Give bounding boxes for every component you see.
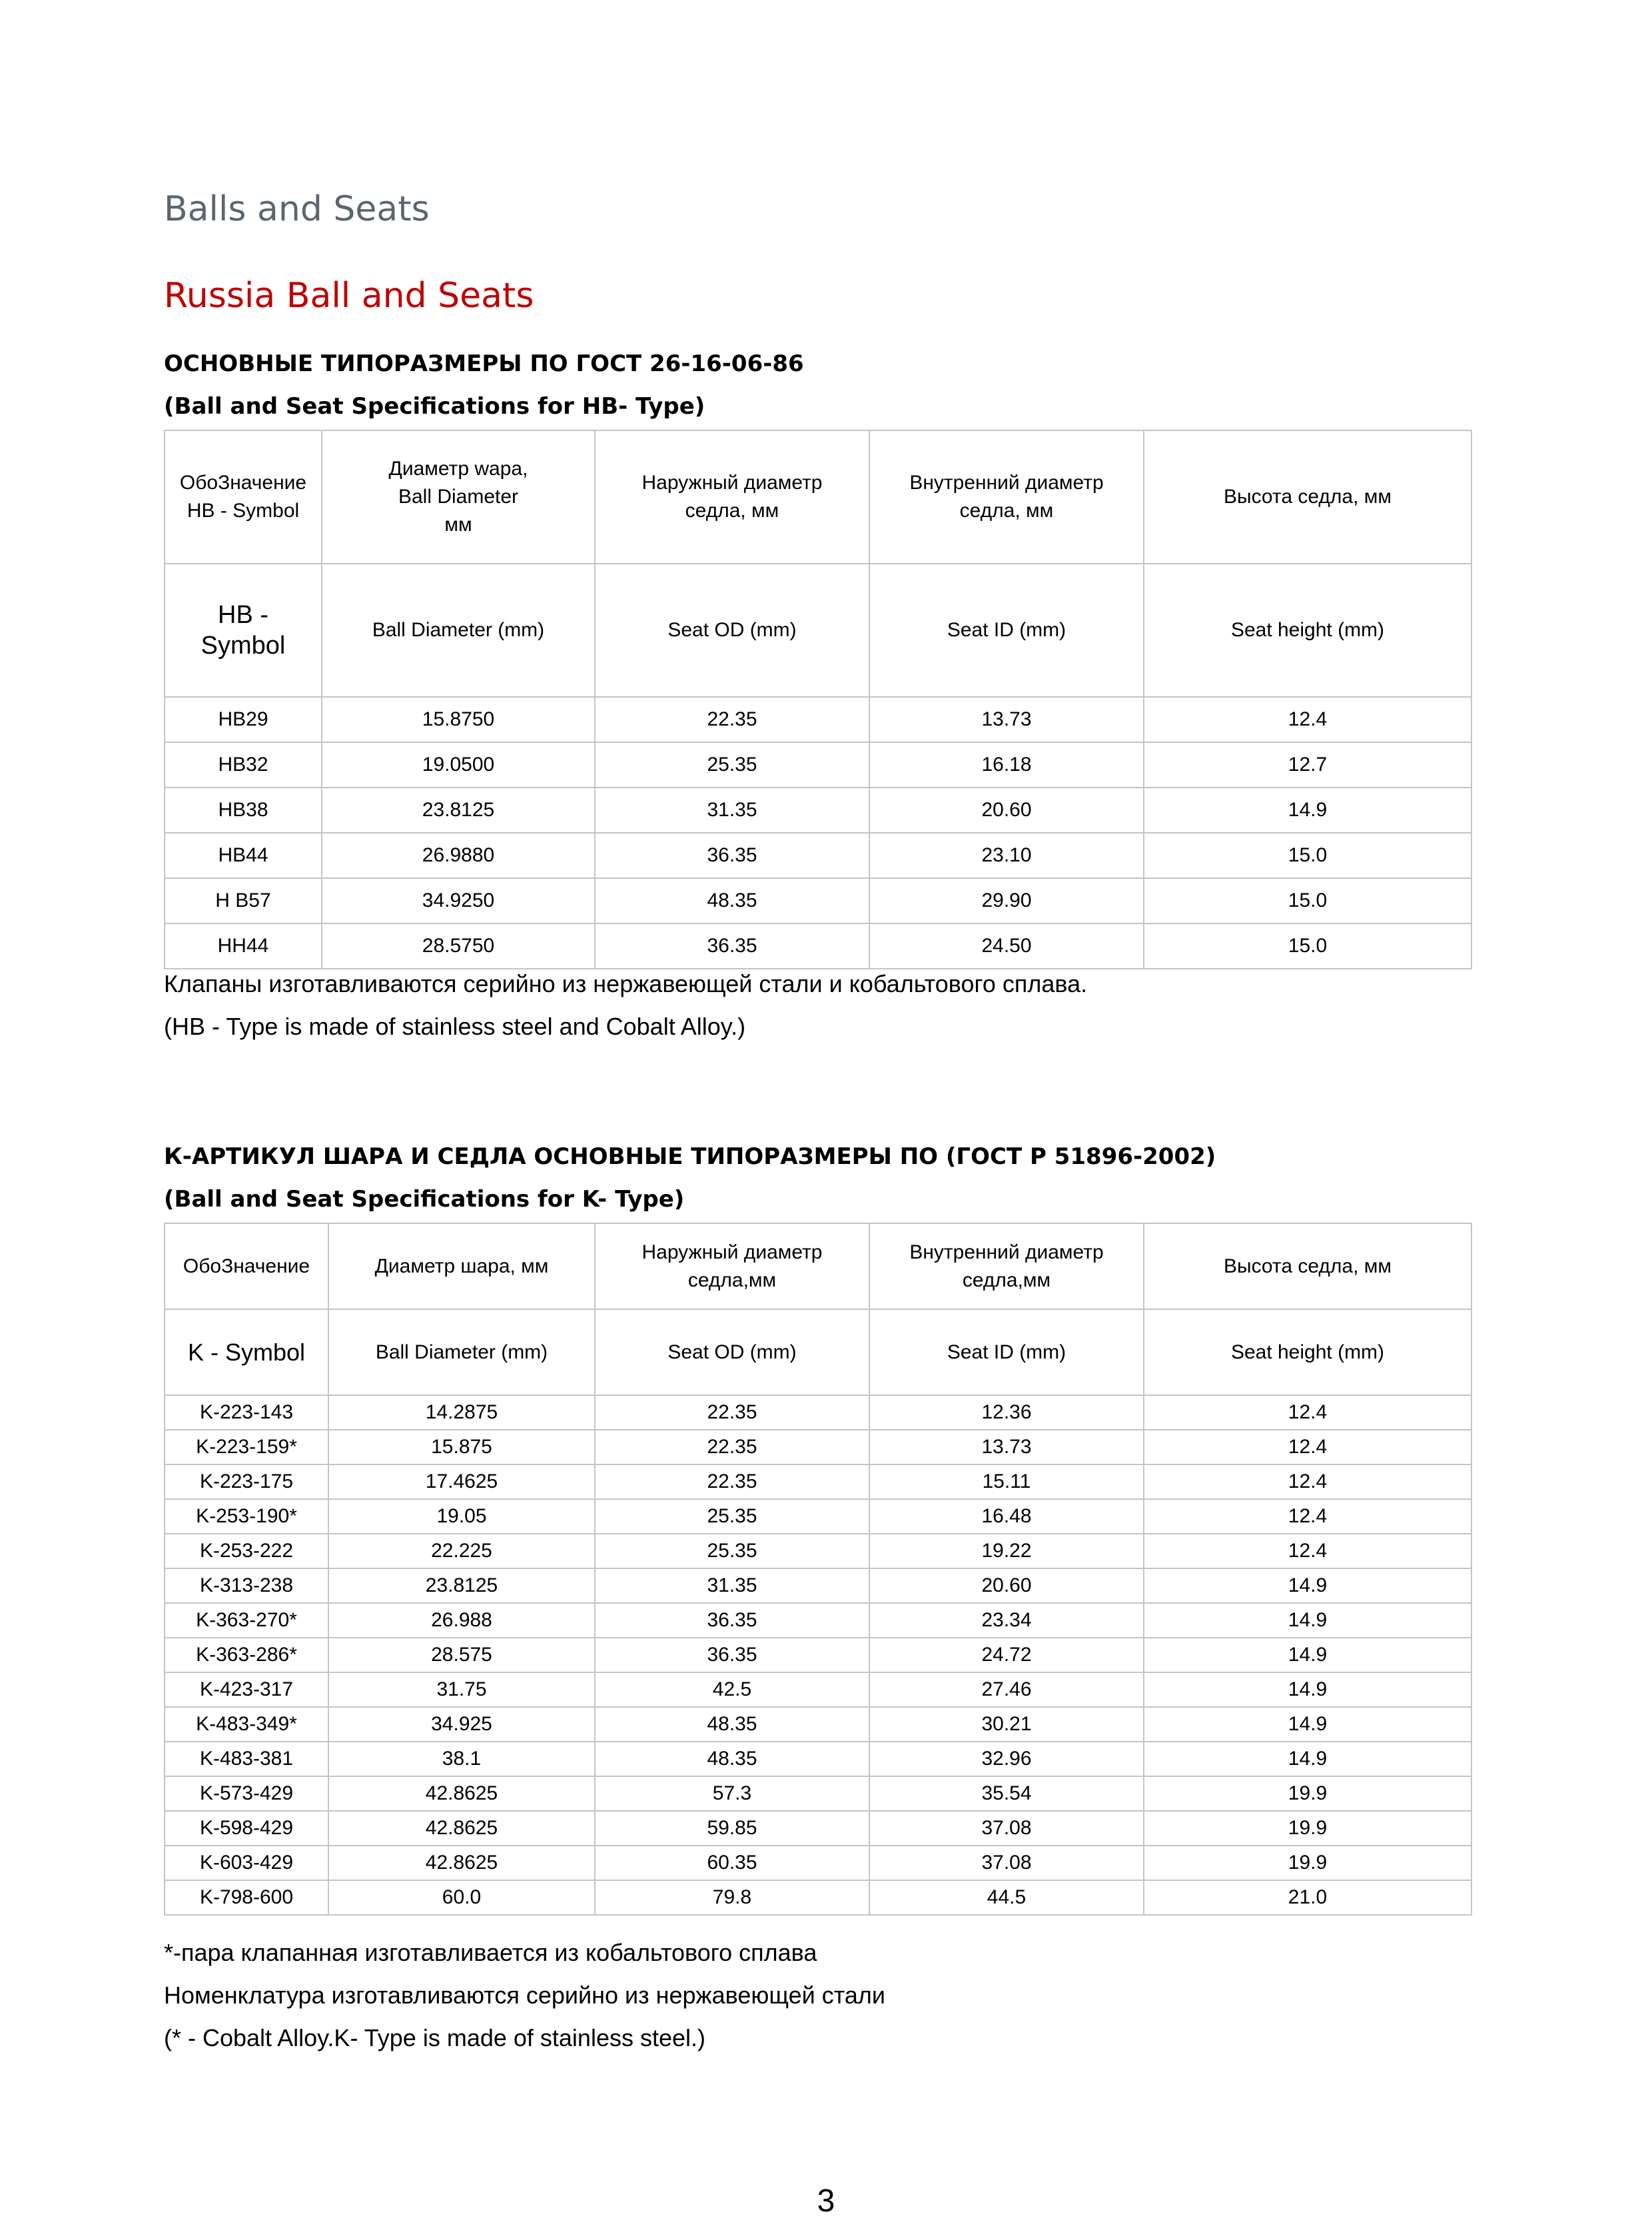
table-cell: K-363-270* [165,1603,328,1638]
table-cell: 12.36 [869,1395,1144,1430]
table-row [165,1430,1471,1464]
table-row [165,923,1471,969]
table-cell: 48.35 [595,1707,869,1742]
table-cell: 12.4 [1144,1395,1471,1430]
k-header-od-ru: Наружный диаметр седла,мм [595,1223,869,1309]
table-cell: 42.8625 [328,1846,595,1880]
table-cell: 12.4 [1144,1430,1471,1464]
table-row [165,1742,1471,1776]
table-cell: 14.9 [1144,1603,1471,1638]
hb-header-symbol-en: HB - Symbol [165,564,322,697]
hb-header-height-en: Seat height (mm) [1144,564,1471,697]
table-row [165,1534,1471,1568]
table-row [165,1880,1471,1915]
page-number: 3 [817,2183,835,2219]
table-cell: 23.8125 [328,1568,595,1603]
table-cell: 42.8625 [328,1776,595,1811]
hb-header-row-en [165,564,1471,697]
table-cell: 12.4 [1144,1499,1471,1534]
hb-header-symbol-ru: ОбоЗначение HB - Symbol [165,430,322,564]
table-cell: 21.0 [1144,1880,1471,1915]
table-cell: 37.08 [869,1846,1144,1880]
table-cell: 15.0 [1144,833,1471,878]
table-cell: K-483-349* [165,1707,328,1742]
table-cell: 14.2875 [328,1395,595,1430]
table-row [165,788,1471,833]
k-header-ball-ru: Диаметр шара, мм [328,1223,595,1309]
table-row [165,1707,1471,1742]
table-cell: 27.46 [869,1672,1144,1707]
hb-header-ball-en: Ball Diameter (mm) [322,564,595,697]
hb-spec-table [164,430,1472,969]
table-cell: 20.60 [869,1568,1144,1603]
table-cell: 22.35 [595,1395,869,1430]
table-row [165,1846,1471,1880]
table-cell: 22.35 [595,1430,869,1464]
table-cell: 26.988 [328,1603,595,1638]
subtitle: Russia Ball and Seats [164,276,534,316]
k-header-row-en [165,1309,1471,1395]
table-cell: 29.90 [869,878,1144,923]
table-cell: 22.225 [328,1534,595,1568]
hb-header-row-ru [165,430,1471,564]
table-row [165,878,1471,923]
k-note-ru-1: *-пара клапанная изготавливается из кобальтового сплава [164,1939,817,1966]
table-row [165,1776,1471,1811]
table-cell: 59.85 [595,1811,869,1846]
table-cell: K-253-190* [165,1499,328,1534]
table-row [165,1638,1471,1672]
k-spec-table [164,1223,1472,1916]
table-cell: K-598-429 [165,1811,328,1846]
table-cell: HB29 [165,697,322,742]
table-cell: 37.08 [869,1811,1144,1846]
k-heading-en: (Ball and Seat Specifications for K- Type) [164,1186,685,1213]
table-cell: 15.0 [1144,878,1471,923]
table-row [165,697,1471,742]
table-cell: 60.0 [328,1880,595,1915]
hb-header-od-ru: Наружный диаметр седла, мм [595,430,869,564]
hb-header-height-ru: Высота седла, мм [1144,430,1471,564]
table-cell: 32.96 [869,1742,1144,1776]
hb-header-id-en: Seat ID (mm) [869,564,1144,697]
table-cell: 14.9 [1144,1568,1471,1603]
table-cell: 60.35 [595,1846,869,1880]
table-cell: 22.35 [595,1464,869,1499]
table-cell: 34.9250 [322,878,595,923]
table-cell: K-798-600 [165,1880,328,1915]
table-cell: 23.34 [869,1603,1144,1638]
table-cell: 25.35 [595,1534,869,1568]
table-cell: 42.5 [595,1672,869,1707]
table-cell: 23.8125 [322,788,595,833]
hb-note-en: (HB - Type is made of stainless steel and Cobalt Alloy.) [164,1013,746,1040]
table-cell: 12.4 [1144,697,1471,742]
table-cell: 38.1 [328,1742,595,1776]
table-cell: K-253-222 [165,1534,328,1568]
table-cell: 12.4 [1144,1534,1471,1568]
table-cell: 14.9 [1144,1707,1471,1742]
table-cell: HB32 [165,742,322,788]
table-cell: 15.8750 [322,697,595,742]
table-cell: 31.75 [328,1672,595,1707]
table-cell: 31.35 [595,1568,869,1603]
table-row [165,833,1471,878]
table-cell: 19.0500 [322,742,595,788]
table-cell: 34.925 [328,1707,595,1742]
table-cell: 20.60 [869,788,1144,833]
table-cell: K-483-381 [165,1742,328,1776]
table-cell: 44.5 [869,1880,1144,1915]
table-cell: 16.48 [869,1499,1144,1534]
hb-header-od-en: Seat OD (mm) [595,564,869,697]
table-cell: 48.35 [595,1742,869,1776]
table-row [165,1603,1471,1638]
table-cell: 36.35 [595,833,869,878]
table-cell: 25.35 [595,742,869,788]
table-cell: 12.7 [1144,742,1471,788]
table-cell: 14.9 [1144,1742,1471,1776]
table-cell: K-223-175 [165,1464,328,1499]
table-cell: 17.4625 [328,1464,595,1499]
k-header-id-ru: Внутренний диаметр седла,мм [869,1223,1144,1309]
table-cell: 23.10 [869,833,1144,878]
k-header-row-ru [165,1223,1471,1309]
table-cell: 24.50 [869,923,1144,969]
k-header-height-en: Seat height (mm) [1144,1309,1471,1395]
table-cell: 12.4 [1144,1464,1471,1499]
table-cell: 26.9880 [322,833,595,878]
k-header-od-en: Seat OD (mm) [595,1309,869,1395]
table-row [165,742,1471,788]
table-cell: 13.73 [869,1430,1144,1464]
table-cell: 19.9 [1144,1846,1471,1880]
hb-header-id-ru: Внутренний диаметр седла, мм [869,430,1144,564]
k-header-symbol-en: K - Symbol [165,1309,328,1395]
table-cell: 25.35 [595,1499,869,1534]
table-cell: K-423-317 [165,1672,328,1707]
table-cell: 79.8 [595,1880,869,1915]
k-heading-ru: К-АРТИКУЛ ШАРА И СЕДЛА ОСНОВНЫЕ ТИПОРАЗМЕРЫ ПО (ГОСТ Р 51896-2002) [164,1143,1216,1170]
table-row [165,1568,1471,1603]
table-cell: 24.72 [869,1638,1144,1672]
k-header-id-en: Seat ID (mm) [869,1309,1144,1395]
table-cell: 57.3 [595,1776,869,1811]
table-cell: 14.9 [1144,1638,1471,1672]
table-cell: 19.9 [1144,1811,1471,1846]
hb-header-ball-ru: Диаметр wара, Ball Diameter мм [322,430,595,564]
table-cell: HB44 [165,833,322,878]
hb-heading-ru: ОСНОВНЫЕ ТИПОРАЗМЕРЫ ПО ГОСТ 26-16-06-86 [164,350,804,377]
table-row [165,1395,1471,1430]
table-cell: 28.575 [328,1638,595,1672]
table-cell: 15.11 [869,1464,1144,1499]
table-cell: 15.0 [1144,923,1471,969]
table-cell: K-313-238 [165,1568,328,1603]
table-row [165,1464,1471,1499]
table-cell: 36.35 [595,1638,869,1672]
table-cell: 30.21 [869,1707,1144,1742]
table-cell: 36.35 [595,1603,869,1638]
table-cell: 14.9 [1144,788,1471,833]
table-cell: 14.9 [1144,1672,1471,1707]
table-cell: 19.05 [328,1499,595,1534]
table-cell: 19.9 [1144,1776,1471,1811]
k-header-height-ru: Высота седла, мм [1144,1223,1471,1309]
table-cell: K-603-429 [165,1846,328,1880]
table-row [165,1499,1471,1534]
table-cell: K-223-143 [165,1395,328,1430]
table-cell: H B57 [165,878,322,923]
table-cell: 42.8625 [328,1811,595,1846]
table-cell: 48.35 [595,878,869,923]
table-cell: HB38 [165,788,322,833]
k-note-en: (* - Cobalt Alloy.K- Type is made of stainless steel.) [164,2024,706,2051]
table-row [165,1811,1471,1846]
table-cell: 35.54 [869,1776,1144,1811]
table-cell: 16.18 [869,742,1144,788]
table-cell: 15.875 [328,1430,595,1464]
table-cell: K-223-159* [165,1430,328,1464]
k-note-ru-2: Номенклатура изготавливаются серийно из нержавеющей стали [164,1981,885,2009]
table-cell: 36.35 [595,923,869,969]
table-row [165,1672,1471,1707]
table-cell: 13.73 [869,697,1144,742]
table-cell: HH44 [165,923,322,969]
hb-heading-en: (Ball and Seat Specifications for HB- Type) [164,393,705,420]
table-cell: 19.22 [869,1534,1144,1568]
section-title: Balls and Seats [164,189,430,229]
k-header-symbol-ru: ОбоЗначение [165,1223,328,1309]
table-cell: 22.35 [595,697,869,742]
table-cell: 28.5750 [322,923,595,969]
hb-note-ru: Клапаны изготавливаются серийно из нержавеющей стали и кобальтового сплава. [164,970,1088,997]
table-cell: K-363-286* [165,1638,328,1672]
k-header-ball-en: Ball Diameter (mm) [328,1309,595,1395]
table-cell: 31.35 [595,788,869,833]
table-cell: K-573-429 [165,1776,328,1811]
